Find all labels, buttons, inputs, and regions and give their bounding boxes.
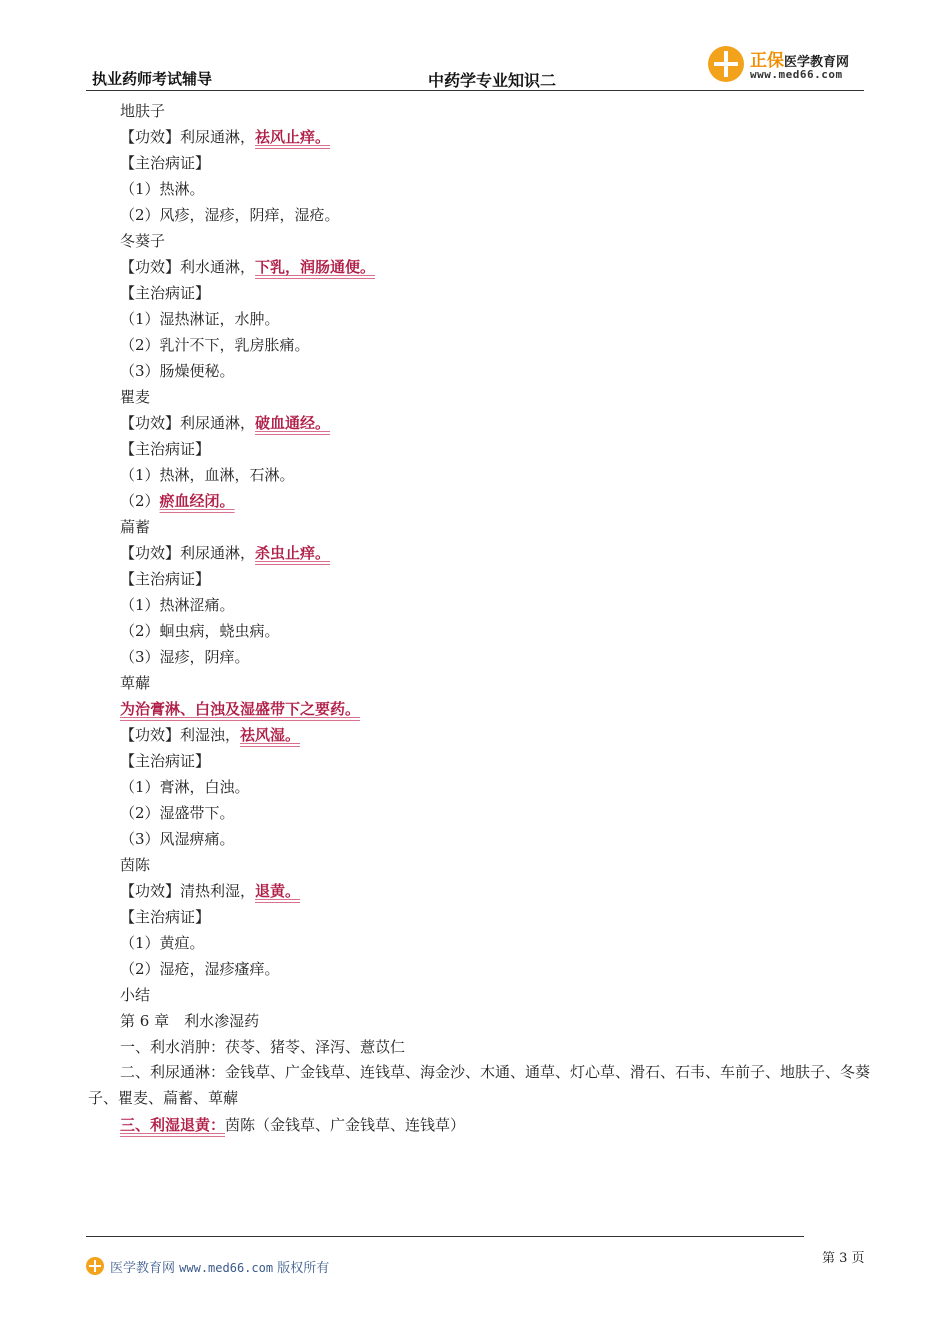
text-line xyxy=(120,855,150,875)
header-exam-title: 执业药师考试辅导 xyxy=(92,70,213,88)
text-run: 【主治病证】 xyxy=(120,752,211,770)
text-line xyxy=(120,907,210,927)
text-run: （2）湿疮，湿疹瘙痒。 xyxy=(120,960,280,978)
text-line xyxy=(120,491,235,511)
text-run: （1）热淋，血淋，石淋。 xyxy=(120,466,295,484)
text-run: （3）肠燥便秘。 xyxy=(120,362,235,380)
text-line xyxy=(120,1115,465,1135)
text-run: 地肤子 xyxy=(120,102,166,120)
text-line xyxy=(120,283,210,303)
text-run: 茵陈 xyxy=(120,856,151,874)
text-line xyxy=(120,621,280,641)
text-line xyxy=(120,543,330,563)
text-run: （1）湿热淋证，水肿。 xyxy=(120,310,280,328)
text-run: 萆薢 xyxy=(120,674,151,692)
text-line xyxy=(120,777,250,797)
key-point-highlight: 破血通经。 xyxy=(255,414,331,432)
text-line xyxy=(120,647,250,667)
text-run: 【功效】利湿浊， xyxy=(120,726,241,744)
logo-url: www.med66.com xyxy=(750,68,843,81)
text-run: 【主治病证】 xyxy=(120,440,211,458)
text-run: 【功效】利尿通淋， xyxy=(120,414,256,432)
text-run: （1）膏淋，白浊。 xyxy=(120,778,250,796)
text-run: 瞿麦 xyxy=(120,388,151,406)
text-run: 【功效】清热利湿， xyxy=(120,882,256,900)
text-run: 一、利水消肿：茯苓、猪苓、泽泻、薏苡仁 xyxy=(120,1038,406,1056)
text-run: （2）风疹，湿疹，阴痒，湿疮。 xyxy=(120,206,340,224)
text-line xyxy=(120,465,295,485)
text-line xyxy=(120,751,210,771)
text-run: 【功效】利尿通淋， xyxy=(120,544,256,562)
key-point-highlight: 三、利湿退黄： xyxy=(120,1116,226,1134)
text-line xyxy=(120,959,280,979)
footer-logo-icon xyxy=(86,1257,104,1275)
text-line xyxy=(120,881,300,901)
text-line xyxy=(120,231,165,251)
text-line xyxy=(120,387,150,407)
text-run: （2）蛔虫病，蛲虫病。 xyxy=(120,622,280,640)
text-run: 冬葵子 xyxy=(120,232,166,250)
text-run: 【主治病证】 xyxy=(120,284,211,302)
text-run: 【主治病证】 xyxy=(120,154,211,172)
text-run: （3）风湿痹痛。 xyxy=(120,830,235,848)
text-line xyxy=(120,101,165,121)
text-line xyxy=(120,257,375,277)
text-line xyxy=(120,335,310,355)
text-run: 【功效】利水通淋， xyxy=(120,258,256,276)
text-run: 【主治病证】 xyxy=(120,570,211,588)
text-line xyxy=(120,829,235,849)
text-line xyxy=(120,1037,405,1057)
header-subject-title: 中药学专业知识二 xyxy=(428,71,557,90)
text-run: （2）湿盛带下。 xyxy=(120,804,235,822)
text-line xyxy=(120,595,235,615)
text-line xyxy=(120,569,210,589)
summary-paragraph: 二、利尿通淋：金钱草、广金钱草、连钱草、海金沙、木通、通草、灯心草、滑石、石韦、车前子、地肤子、冬葵子、瞿麦、萹蓄、萆薢 xyxy=(88,1063,871,1107)
brand-logo[interactable] xyxy=(708,46,868,86)
key-point-highlight: 退黄。 xyxy=(255,882,301,900)
text-run: （3）湿疹，阴痒。 xyxy=(120,648,250,666)
text-line xyxy=(120,725,300,745)
text-run: 【功效】利尿通淋， xyxy=(120,128,256,146)
key-point-highlight: 祛风止痒。 xyxy=(255,128,331,146)
footer-divider xyxy=(86,1236,804,1237)
text-line xyxy=(120,933,205,953)
key-point-highlight: 祛风湿。 xyxy=(240,726,301,744)
text-run: （2） xyxy=(120,492,160,510)
text-line xyxy=(120,699,360,719)
footer-copyright[interactable]: 医学教育网 www.med66.com 版权所有 xyxy=(110,1261,330,1276)
text-run: （2）乳汁不下，乳房胀痛。 xyxy=(120,336,310,354)
text-line xyxy=(120,361,235,381)
text-line xyxy=(120,673,150,693)
text-run: （1）热淋涩痛。 xyxy=(120,596,235,614)
text-run: 【主治病证】 xyxy=(120,908,211,926)
text-line xyxy=(120,517,150,537)
key-point-highlight: 瘀血经闭。 xyxy=(159,492,235,510)
key-point-highlight: 为治膏淋、白浊及湿盛带下之要药。 xyxy=(120,700,361,718)
text-line xyxy=(120,803,235,823)
text-line xyxy=(120,1011,259,1031)
text-run: （1）黄疸。 xyxy=(120,934,205,952)
text-line xyxy=(120,127,330,147)
text-line xyxy=(120,179,205,199)
text-run: 萹蓄 xyxy=(120,518,151,536)
page-number: 第 3 页 xyxy=(822,1251,865,1266)
key-point-highlight: 下乳，润肠通便。 xyxy=(255,258,376,276)
text-run: 小结 xyxy=(120,986,151,1004)
text-line xyxy=(120,205,340,225)
text-run: 第 6 章 利水渗湿药 xyxy=(120,1012,260,1030)
text-line xyxy=(120,309,280,329)
text-line xyxy=(120,985,150,1005)
key-point-highlight: 杀虫止痒。 xyxy=(255,544,331,562)
text-run: （1）热淋。 xyxy=(120,180,205,198)
text-line xyxy=(120,153,210,173)
logo-brand-text: 正保医学教育网 xyxy=(750,51,850,71)
header-divider xyxy=(86,90,864,91)
text-line xyxy=(120,413,330,433)
text-line xyxy=(120,439,210,459)
text-run: 茵陈（金钱草、广金钱草、连钱草） xyxy=(225,1116,466,1134)
logo-cross-icon xyxy=(708,46,744,82)
